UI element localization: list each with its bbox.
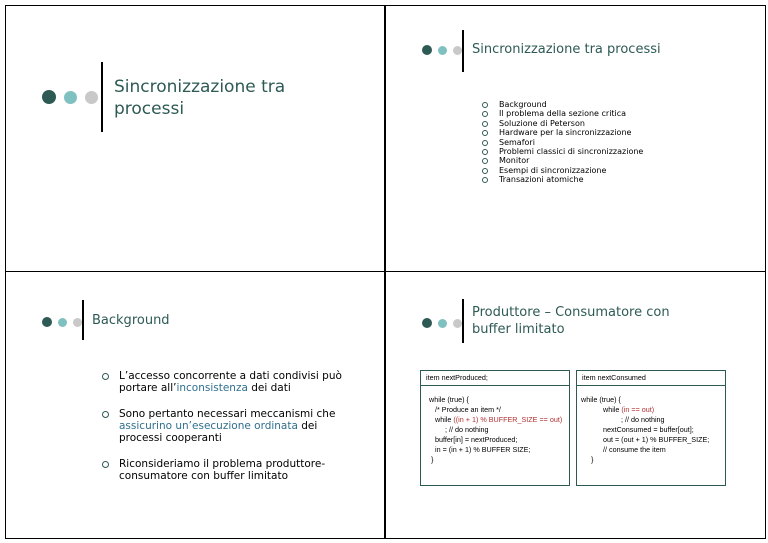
code-line: }: [431, 455, 434, 464]
slide-4: [385, 271, 766, 539]
bullet-list: [102, 370, 372, 496]
dot-dark-icon: [422, 318, 432, 328]
slide-3: [5, 271, 385, 539]
code-line: ; // do nothing: [621, 415, 665, 424]
producer-code: [429, 395, 562, 465]
dot-light-icon: [438, 46, 447, 55]
bullet-line: assicurino un’esecuzione ordinata dei: [119, 420, 318, 432]
slide-2: [385, 5, 766, 273]
code-line: ; // do nothing: [445, 425, 489, 434]
slide-title: Sincronizzazione tra processi: [472, 42, 661, 57]
code-line: while (true) {: [581, 395, 621, 404]
decorative-dots: [42, 90, 98, 104]
consumer-code: [581, 395, 709, 465]
dot-dark-icon: [42, 90, 56, 104]
code-line: nextConsumed = buffer[out];: [603, 425, 694, 434]
list-item: [102, 370, 372, 394]
list-item: Semafori: [482, 138, 643, 147]
bullet-line: portare all’inconsistenza dei dati: [119, 382, 291, 394]
decorative-dots: [422, 45, 462, 55]
producer-code-box: [420, 370, 570, 486]
dot-grey-icon: [85, 91, 98, 104]
title-line-2: buffer limitato: [472, 322, 565, 337]
list-item: Soluzione di Peterson: [482, 119, 643, 128]
title-line-2: processi: [114, 99, 185, 119]
decorative-dots: [422, 318, 462, 328]
slide-title: [472, 304, 670, 338]
title-divider: [462, 30, 464, 72]
list-item: [102, 408, 372, 444]
code-line: while (in == out): [603, 405, 655, 414]
list-item: Il problema della sezione critica: [482, 109, 643, 118]
dot-light-icon: [438, 319, 447, 328]
code-line: // consume the item: [603, 445, 666, 454]
bullet-line: processi cooperanti: [119, 432, 222, 444]
code-line: }: [591, 455, 594, 464]
bullet-line: Sono pertanto necessari meccanismi che: [119, 408, 336, 420]
dot-dark-icon: [422, 45, 432, 55]
title-divider: [101, 62, 103, 132]
title-line-1: Sincronizzazione tra: [114, 77, 286, 97]
bullet-line: consumatore con buffer limitato: [119, 470, 288, 482]
list-item: Hardware per la sincronizzazione: [482, 128, 643, 137]
dot-grey-icon: [453, 319, 462, 328]
title-line-1: Produttore – Consumatore con: [472, 305, 670, 320]
code-line: /* Produce an item */: [435, 405, 501, 414]
list-item: Esempi di sincronizzazione: [482, 166, 643, 175]
consumer-header: item nextConsumed: [577, 371, 725, 386]
dot-dark-icon: [42, 317, 52, 327]
code-line: while ((in + 1) % BUFFER_SIZE == out): [435, 415, 563, 424]
code-line: out = (out + 1) % BUFFER_SIZE;: [603, 435, 710, 444]
list-item: Transazioni atomiche: [482, 175, 643, 184]
list-item: Monitor: [482, 156, 643, 165]
dot-light-icon: [58, 318, 67, 327]
consumer-code-box: [576, 370, 726, 486]
code-line: in = (in + 1) % BUFFER SIZE;: [435, 445, 531, 454]
title-divider: [82, 300, 84, 340]
bullet-line: Riconsideriamo il problema produttore-: [119, 458, 326, 470]
slide-1: [5, 5, 385, 273]
slide-title: [114, 76, 285, 120]
list-item: Problemi classici di sincronizzazione: [482, 147, 643, 156]
agenda-list: [482, 100, 643, 185]
bullet-line: L’accesso concorrente a dati condivisi può: [119, 370, 342, 382]
slide-title: Background: [92, 313, 170, 328]
code-line: while (true) {: [429, 395, 469, 404]
producer-header: item nextProduced;: [421, 371, 569, 386]
dot-grey-icon: [73, 318, 82, 327]
dot-grey-icon: [453, 46, 462, 55]
title-divider: [462, 299, 464, 343]
list-item: [102, 458, 372, 482]
list-item: Background: [482, 100, 643, 109]
dot-light-icon: [64, 91, 77, 104]
decorative-dots: [42, 317, 82, 327]
code-line: buffer[in] = nextProduced;: [435, 435, 518, 444]
